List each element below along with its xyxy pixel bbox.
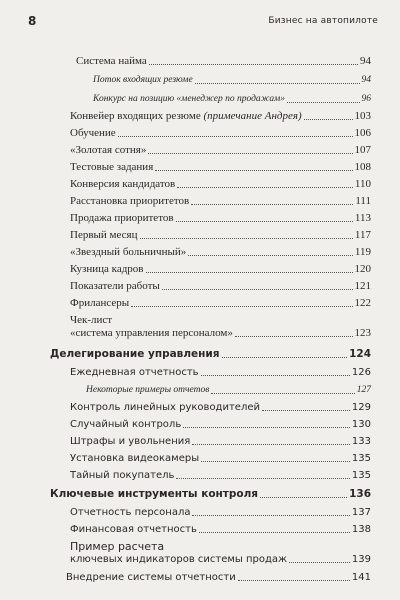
toc-entry-page: 138 — [351, 524, 371, 535]
dot-leader — [176, 478, 350, 479]
toc-entry-page: 108 — [354, 161, 371, 173]
dot-leader — [192, 444, 350, 445]
toc-entry-page: 122 — [354, 297, 371, 309]
toc-entry[interactable] — [70, 195, 371, 208]
toc-entry-page: 137 — [351, 507, 371, 518]
toc-entry-page: 127 — [356, 385, 371, 395]
dot-leader — [118, 136, 353, 137]
toc-entry-title: Конверсия кандидатов — [70, 178, 176, 190]
toc-entry-page: 113 — [354, 212, 371, 224]
dot-leader — [148, 153, 352, 154]
toc-entry-title: Первый месяц — [70, 229, 138, 241]
toc-entry[interactable] — [93, 74, 371, 87]
toc-entry-title-line[interactable]: Пример расчета — [70, 540, 165, 553]
toc-entry-page: 126 — [351, 367, 371, 378]
toc-entry-title: Поток входящих резюме — [93, 75, 193, 85]
page-number: 8 — [28, 14, 37, 28]
toc-entry-page: 124 — [349, 348, 371, 360]
dot-leader — [201, 461, 350, 462]
dot-leader — [131, 306, 352, 307]
toc-entry[interactable] — [93, 93, 371, 106]
toc-entry-title: Ежедневная отчетность — [70, 367, 199, 378]
page-header — [0, 0, 400, 34]
dot-leader — [195, 83, 360, 84]
toc-entry[interactable] — [70, 297, 371, 310]
toc-entry[interactable] — [70, 327, 371, 340]
toc-entry-title: ключевых индикаторов системы продаж — [70, 554, 288, 565]
dot-leader — [155, 170, 352, 171]
dot-leader — [192, 515, 349, 516]
dot-leader — [149, 64, 358, 65]
toc-entry-page: 107 — [354, 144, 371, 156]
dot-leader — [238, 580, 350, 581]
toc-entry-page: 121 — [354, 280, 371, 292]
toc-entry[interactable] — [70, 418, 371, 431]
dot-leader — [176, 221, 353, 222]
dot-leader — [304, 119, 353, 120]
toc-entry-title: Отчетность персонала — [70, 507, 191, 518]
toc-entry-title: Обучение — [70, 127, 116, 139]
toc-entry[interactable] — [66, 571, 371, 584]
toc-entry[interactable] — [70, 127, 371, 140]
toc-entry-title: Установка видеокамеры — [70, 453, 200, 464]
toc-entry[interactable] — [70, 110, 371, 123]
toc-entry[interactable] — [70, 435, 371, 448]
toc-entry-title: Контроль линейных руководителей — [70, 402, 260, 413]
toc-entry[interactable] — [70, 212, 371, 225]
toc-entry-note: (примечание Андрея) — [203, 110, 302, 122]
toc-entry-page: 119 — [354, 246, 371, 258]
toc-entry-page: 129 — [351, 402, 371, 413]
toc-entry-page: 117 — [354, 229, 371, 241]
toc-section-title: Делегирование управления — [50, 348, 220, 360]
dot-leader — [199, 532, 350, 533]
dot-leader — [287, 102, 360, 103]
toc-entry[interactable] — [70, 401, 371, 414]
toc-entry-title-line[interactable]: Чек-лист — [70, 314, 113, 326]
toc-entry[interactable] — [70, 523, 371, 536]
toc-entry[interactable] — [70, 161, 371, 174]
toc-entry-page: 106 — [354, 127, 371, 139]
toc-entry[interactable] — [70, 178, 371, 191]
toc-entry[interactable] — [70, 366, 371, 379]
dot-leader — [140, 238, 353, 239]
toc-entry-page: 94 — [361, 75, 371, 85]
running-head: Бизнес на автопилоте — [268, 16, 378, 26]
toc-entry-title: «Золотая сотня» — [70, 144, 147, 156]
toc-entry-title: Кузница кадров — [70, 263, 144, 275]
toc-section[interactable] — [50, 488, 371, 501]
toc-entry-page: 141 — [351, 572, 371, 583]
dot-leader — [260, 497, 347, 498]
toc-entry-page: 135 — [351, 453, 371, 464]
toc-entry-title: Конкурс на позицию «менеджер по продажам» — [93, 94, 285, 104]
toc-entry-title: Тестовые задания — [70, 161, 154, 173]
dot-leader — [162, 289, 353, 290]
toc-entry-page: 94 — [360, 55, 371, 67]
toc-section[interactable] — [50, 348, 371, 361]
toc-entry[interactable] — [70, 452, 371, 465]
dot-leader — [211, 393, 354, 394]
toc-entry-title: Показатели работы — [70, 280, 160, 292]
toc-entry-page: 111 — [355, 195, 371, 207]
toc-entry-page: 110 — [354, 178, 371, 190]
toc-entry[interactable] — [86, 384, 371, 397]
toc-entry-page: 103 — [354, 110, 371, 122]
dot-leader — [191, 204, 353, 205]
toc-entry-page: 123 — [354, 327, 371, 339]
dot-leader — [183, 427, 350, 428]
dot-leader — [222, 357, 348, 358]
toc-entry-title: Финансовая отчетность — [70, 524, 197, 535]
toc-entry[interactable] — [70, 144, 371, 157]
toc-entry-page: 130 — [351, 419, 371, 430]
dot-leader — [146, 272, 353, 273]
toc-entry-title: «Звездный больничный» — [70, 246, 187, 258]
toc-entry-page: 136 — [349, 488, 371, 500]
toc-entry-title: Штрафы и увольнения — [70, 436, 191, 447]
toc-entry[interactable] — [70, 229, 371, 242]
dot-leader — [188, 255, 353, 256]
toc-entry[interactable] — [70, 280, 371, 293]
toc-entry[interactable] — [76, 55, 371, 68]
dot-leader — [289, 562, 350, 563]
toc-entry[interactable] — [70, 263, 371, 276]
toc-entry-title: Некоторые примеры отчетов — [86, 385, 210, 395]
toc-entry-page: 96 — [361, 94, 371, 104]
toc-entry[interactable] — [70, 246, 371, 259]
toc-entry[interactable] — [70, 469, 371, 482]
toc-entry-page: 135 — [351, 470, 371, 481]
toc-entry[interactable] — [70, 553, 371, 566]
dot-leader — [177, 187, 353, 188]
toc-entry-title: Система найма — [76, 55, 147, 67]
toc-entry-title: Конвейер входящих резюме (примечание Андрея) — [70, 110, 302, 122]
toc-entry[interactable] — [70, 506, 371, 519]
toc-entry-page: 133 — [351, 436, 371, 447]
toc-entry-title: Расстановка приоритетов — [70, 195, 190, 207]
toc-entry-title: Тайный покупатель — [70, 470, 175, 481]
toc-entry-title: Случайный контроль — [70, 419, 182, 430]
toc-entry-page: 120 — [354, 263, 371, 275]
toc-entry-title: Продажа приоритетов — [70, 212, 174, 224]
toc-entry-title: «система управления персоналом» — [70, 327, 233, 339]
dot-leader — [201, 375, 350, 376]
toc-entry-title: Внедрение системы отчетности — [66, 572, 236, 583]
dot-leader — [235, 336, 353, 337]
toc-section-title: Ключевые инструменты контроля — [50, 488, 259, 500]
dot-leader — [262, 410, 350, 411]
toc-entry-page: 139 — [351, 554, 371, 565]
toc-entry-title: Фрилансеры — [70, 297, 130, 309]
